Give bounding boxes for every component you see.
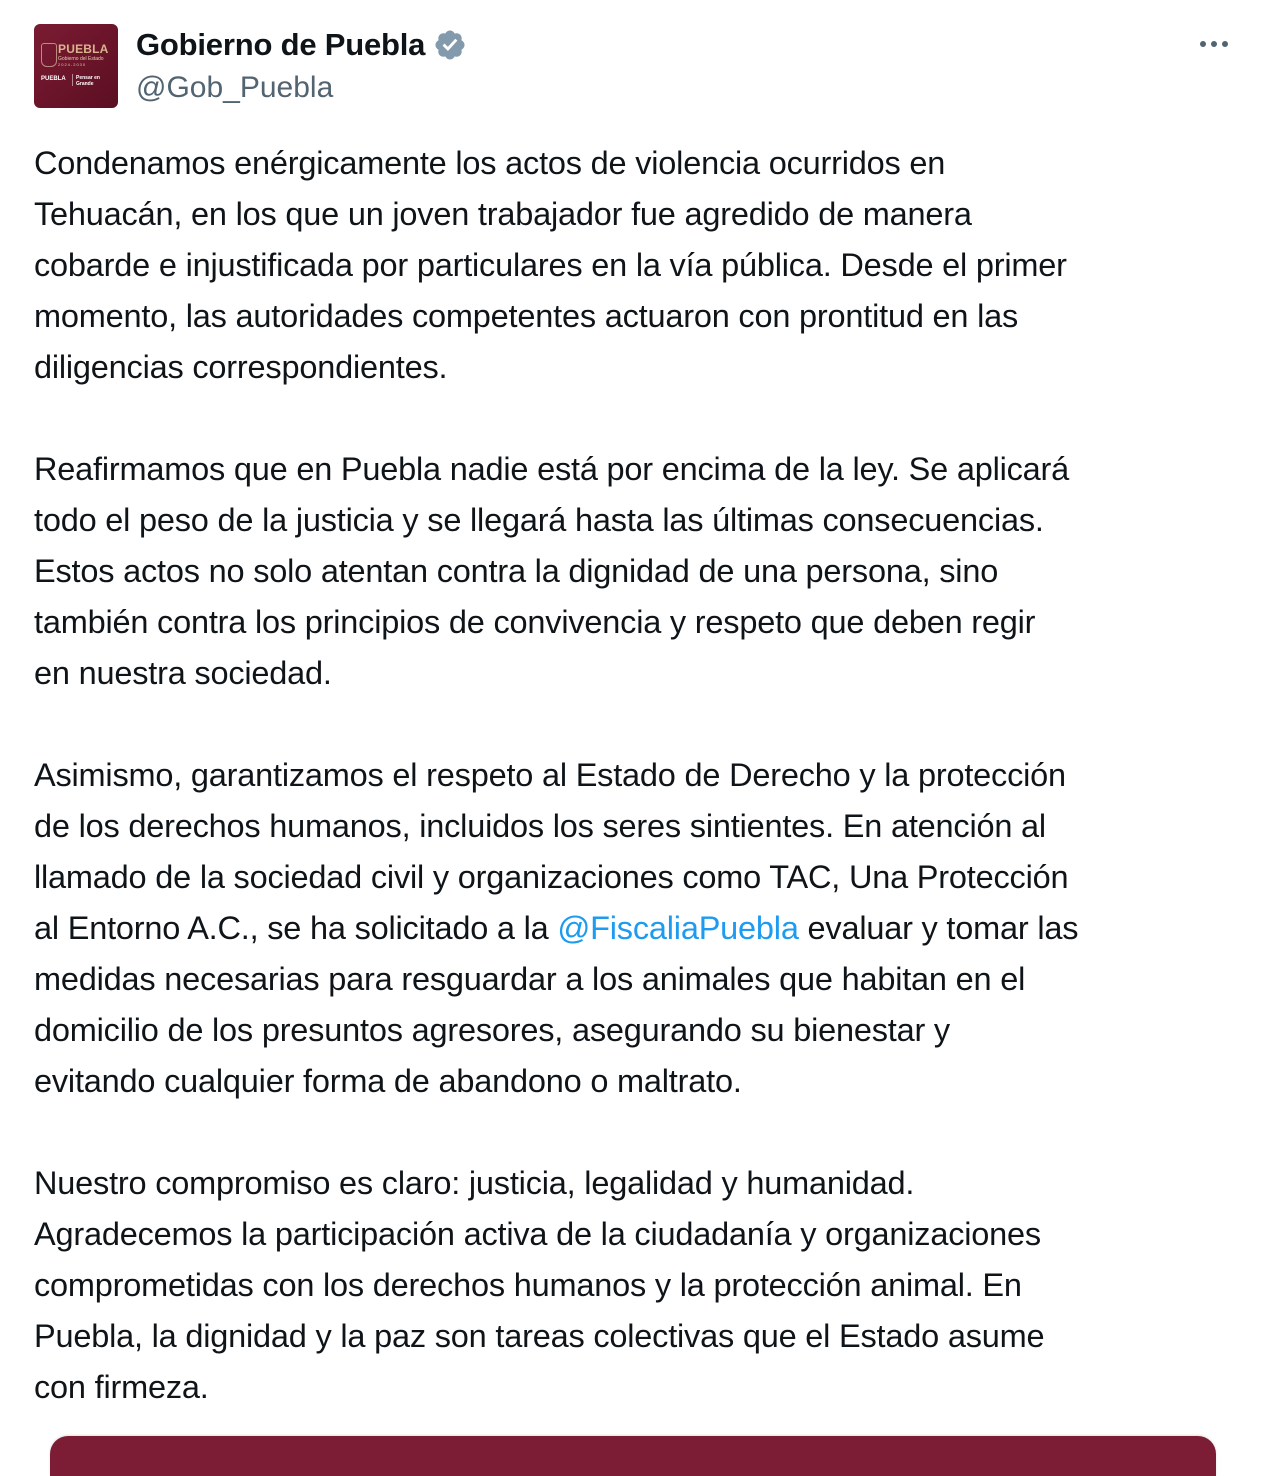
text-line: Puebla, la dignidad y la paz son tareas colectivas que el Estado asume xyxy=(34,1318,1045,1354)
text-line: Condenamos enérgicamente los actos de violencia ocurridos en xyxy=(34,145,946,181)
more-options-icon xyxy=(1200,41,1206,47)
text-segment: evaluar y tomar las xyxy=(798,910,1079,946)
tweet-paragraph xyxy=(34,750,1244,1107)
text-line: Nuestro compromiso es claro: justicia, legalidad y humanidad. xyxy=(34,1165,915,1201)
text-line: domicilio de los presuntos agresores, asegurando su bienestar y xyxy=(34,1012,950,1048)
text-line: Estos actos no solo atentan contra la dignidad de una persona, sino xyxy=(34,553,999,589)
avatar[interactable] xyxy=(34,24,118,108)
avatar-years: 2024-2030 xyxy=(58,62,87,67)
text-line: medidas necesarias para resguardar a los animales que habitan en el xyxy=(34,961,1026,997)
text-line: momento, las autoridades competentes actuaron con prontitud en las xyxy=(34,298,1019,334)
text-line: evitando cualquier forma de abandono o maltrato. xyxy=(34,1063,742,1099)
more-options-button[interactable] xyxy=(1190,28,1238,60)
more-options-icon xyxy=(1211,41,1217,47)
tweet-paragraph xyxy=(34,1158,1244,1413)
tweet-header xyxy=(34,24,1234,108)
name-row xyxy=(136,26,467,64)
tweet-text xyxy=(34,138,1244,1464)
text-line: con firmeza. xyxy=(34,1369,209,1405)
mention-link-fiscaliapuebla[interactable]: @FiscaliaPuebla xyxy=(557,910,799,946)
coat-of-arms-icon xyxy=(41,43,57,67)
text-line: Reafirmamos que en Puebla nadie está por encima de la ley. Se aplicará xyxy=(34,451,1070,487)
text-line: cobarde e injustificada por particulares en la vía pública. Desde el primer xyxy=(34,247,1067,283)
text-line: Agradecemos la participación activa de la ciudadanía y organizaciones xyxy=(34,1216,1041,1252)
tweet-paragraph xyxy=(34,444,1244,699)
display-name[interactable]: Gobierno de Puebla xyxy=(136,27,426,62)
text-line: Tehuacán, en los que un joven trabajador fue agredido de manera xyxy=(34,196,972,232)
avatar-tag-left: PUEBLA xyxy=(41,76,66,82)
user-handle[interactable]: @Gob_Puebla xyxy=(136,71,334,104)
text-line: de los derechos humanos, incluidos los seres sintientes. En atención al xyxy=(34,808,1046,844)
avatar-brand: PUEBLA xyxy=(58,42,109,56)
tweet-paragraph xyxy=(34,138,1244,393)
text-line: Asimismo, garantizamos el respeto al Estado de Derecho y la protección xyxy=(34,757,1066,793)
text-line: en nuestra sociedad. xyxy=(34,655,332,691)
text-segment: al Entorno A.C., se ha solicitado a la xyxy=(34,910,558,946)
verified-badge-icon[interactable] xyxy=(433,28,467,62)
text-line: diligencias correspondientes. xyxy=(34,349,448,385)
avatar-subtitle: Gobierno del Estado xyxy=(58,56,104,62)
text-line: comprometidas con los derechos humanos y la protección animal. En xyxy=(34,1267,1022,1303)
text-line: también contra los principios de convivencia y respeto que deben regir xyxy=(34,604,1036,640)
text-line-with-mention xyxy=(34,903,1244,954)
text-line: todo el peso de la justicia y se llegará hasta las últimas consecuencias. xyxy=(34,502,1044,538)
attached-media-card[interactable] xyxy=(50,1436,1216,1476)
avatar-tag-right: Pensar en Grande xyxy=(76,75,100,87)
avatar-divider xyxy=(72,74,73,86)
more-options-icon xyxy=(1222,41,1228,47)
text-line: llamado de la sociedad civil y organizaciones como TAC, Una Protección xyxy=(34,859,1069,895)
